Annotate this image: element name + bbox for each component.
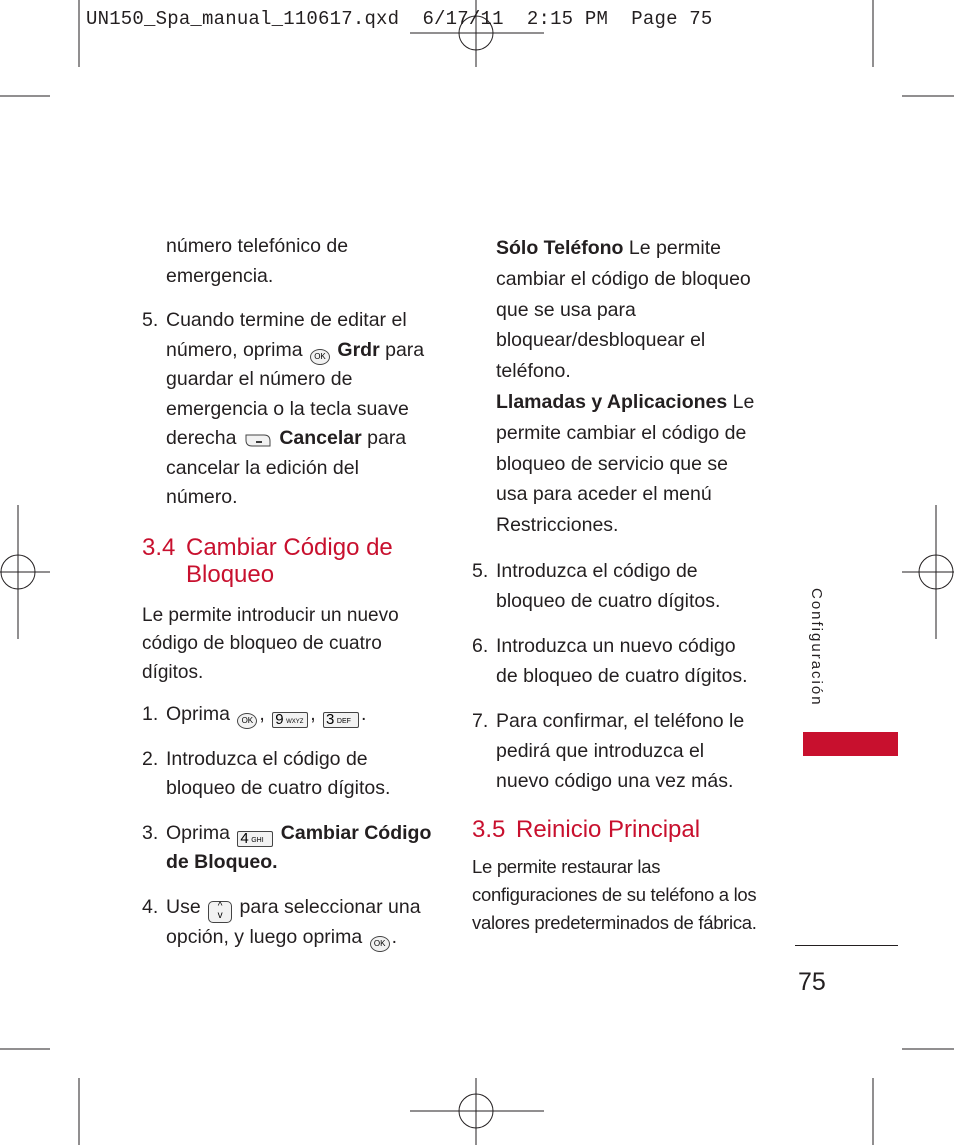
- ok-key-icon: OK: [310, 349, 330, 365]
- continued-text: número telefónico de emergencia.: [166, 235, 349, 287]
- side-tab-bar: [803, 732, 898, 756]
- key-3-icon: 3 DEF: [323, 712, 359, 728]
- step-5: 5. Cuando termine de editar el número, oprima OK Grdr para guardar el número de emergencia o la tecla suave derecha Cancelar para cancelar la edición del número.: [142, 309, 425, 508]
- left-column: [142, 232, 452, 952]
- file-header: UN150_Spa_manual_110617.qxd 6/17/11 2:15 PM Page 75: [86, 8, 713, 30]
- step-7: 7. Para confirmar, el teléfono le pedirá que introduzca el nuevo código una vez más.: [472, 709, 745, 792]
- ok-key-icon: OK: [237, 713, 257, 729]
- side-tab-label: Configuración: [808, 588, 825, 707]
- section-heading-3-5: 3.5 Reinicio Principal: [472, 815, 701, 843]
- reset-description: Le permite restaurar las configuraciones de su teléfono a los valores predeterminados de fábrica.: [472, 855, 757, 933]
- navigation-key-icon: ^ v: [208, 901, 232, 923]
- step-1: 1. Oprima OK , 9 WXYZ , 3 DEF .: [142, 703, 367, 728]
- ok-key-icon: OK: [370, 936, 390, 952]
- step-3: 3. Oprima 4 GHI Cambiar Código de Bloqueo.: [142, 821, 432, 873]
- footer-rule: [795, 945, 898, 946]
- right-column: [472, 233, 772, 937]
- right-soft-key-icon: [244, 432, 272, 448]
- step-6: 6. Introduzca un nuevo código de bloqueo de cuatro dígitos.: [472, 634, 748, 687]
- key-9-icon: 9 WXYZ: [272, 712, 308, 728]
- option-solo-telefono: Sólo Teléfono Le permite cambiar el código de bloqueo que se usa para bloquear/desbloquear el teléfono.: [496, 237, 751, 383]
- section-heading-3-4: 3.4 Cambiar Código de Bloqueo: [142, 533, 393, 588]
- section-intro: Le permite introducir un nuevo código de bloqueo de cuatro dígitos.: [142, 604, 399, 683]
- step-4: 4. Use ^ v para seleccionar una opción, y luego oprima OK .: [142, 893, 452, 953]
- step-5b: 5. Introduzca el código de bloqueo de cuatro dígitos.: [472, 559, 721, 612]
- step-2: 2. Introduzca el código de bloqueo de cuatro dígitos.: [142, 747, 391, 799]
- option-llamadas-aplicaciones: Llamadas y Aplicaciones Le permite cambiar el código de bloqueo de servicio que se usa para aceder el menú Restricciones.: [496, 390, 755, 537]
- page-number: 75: [798, 968, 826, 996]
- key-4-icon: 4 GHI: [237, 831, 273, 847]
